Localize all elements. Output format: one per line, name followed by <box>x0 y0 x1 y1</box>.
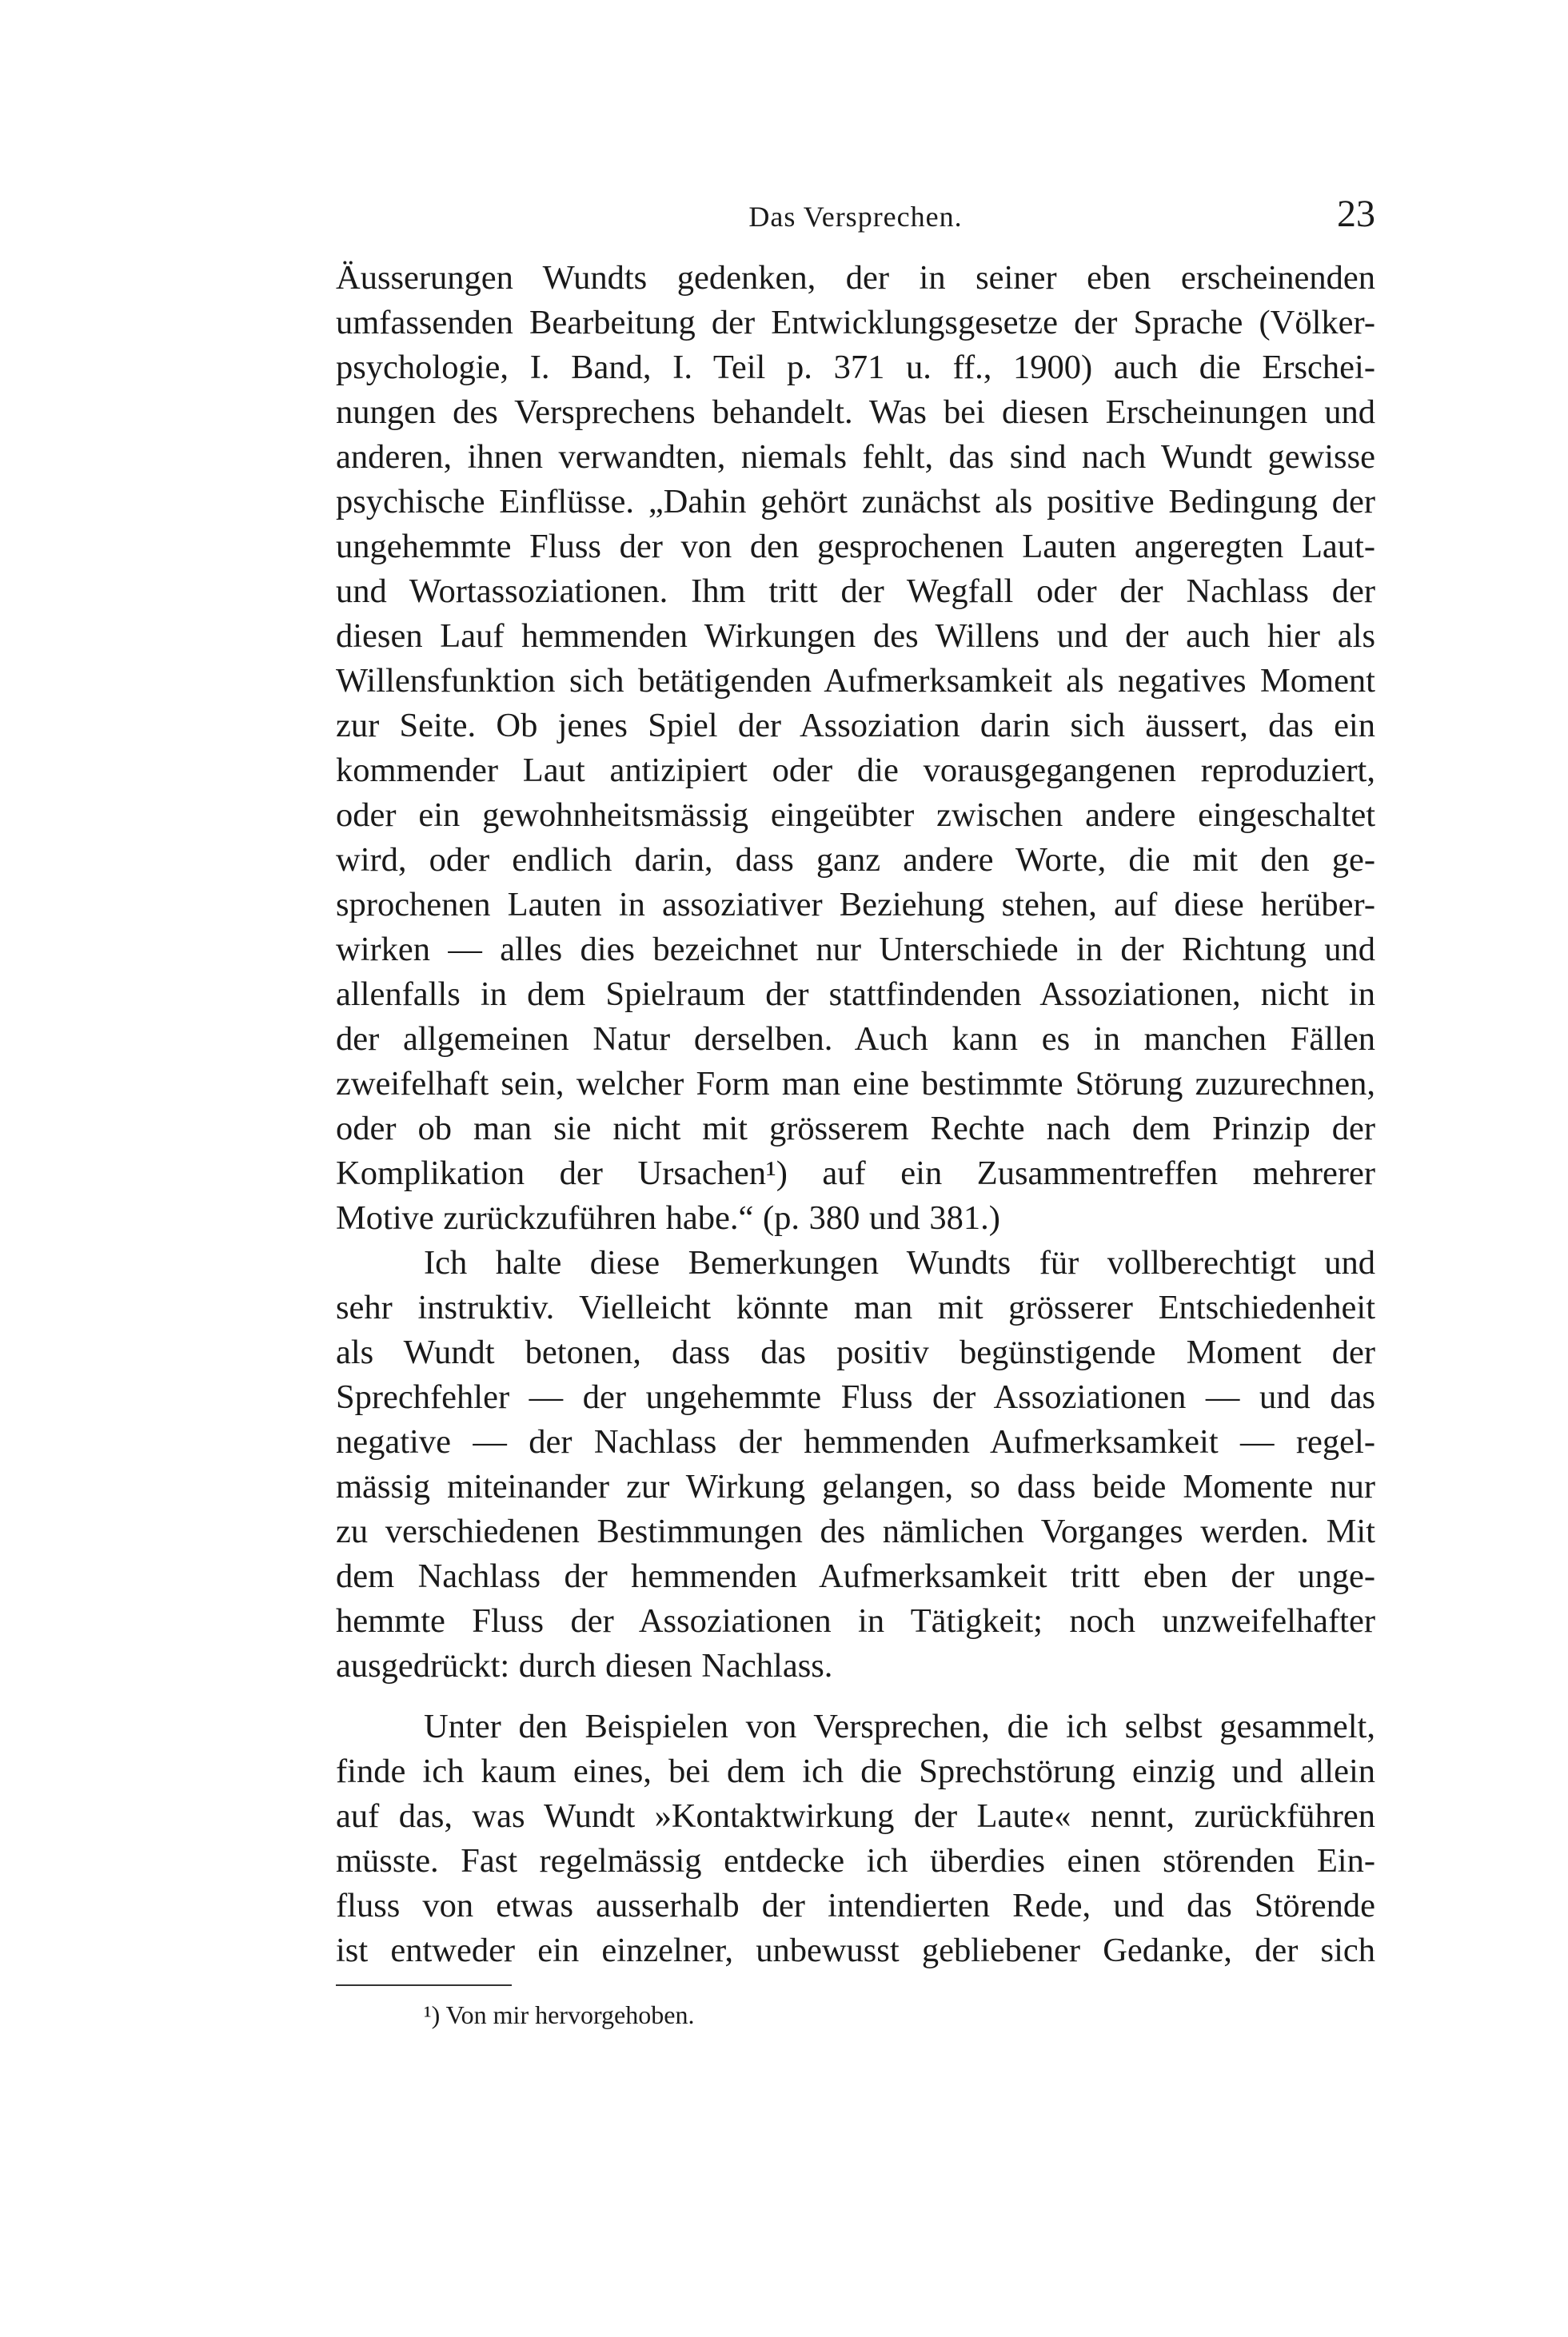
text-line: finde ich kaum eines, bei dem ich die Sprechstörung einzig und allein <box>336 1753 1375 1790</box>
text-line: anderen, ihnen verwandten, niemals fehlt, das sind nach Wundt gewisse <box>336 438 1375 476</box>
text-line: ausgedrückt: durch diesen Nachlass. <box>336 1647 833 1685</box>
text-line: nungen des Versprechens behandelt. Was bei diesen Erscheinungen und <box>336 393 1375 431</box>
text-line: mässig miteinander zur Wirkung gelangen, so dass beide Momente nur <box>336 1468 1375 1505</box>
text-line: wirken — alles dies bezeichnet nur Unterschiede in der Richtung und <box>336 931 1375 968</box>
footnote: ¹) Von mir hervorgehoben. <box>424 2000 695 2029</box>
text-line: umfassenden Bearbeitung der Entwicklungsgesetze der Sprache (Völker- <box>336 304 1375 341</box>
page-number: 23 <box>1337 193 1375 235</box>
text-line: als Wundt betonen, dass das positiv begünstigende Moment der <box>336 1334 1375 1371</box>
book-page <box>336 192 1375 2032</box>
text-line: Äusserungen Wundts gedenken, der in seiner eben erscheinenden <box>336 259 1375 297</box>
text-line: psychologie, I. Band, I. Teil p. 371 u. ff., 1900) auch die Erschei- <box>336 349 1375 386</box>
text-line: auf das, was Wundt »Kontaktwirkung der Laute« nennt, zurückführen <box>336 1797 1375 1835</box>
text-line: oder ob man sie nicht mit grösserem Rechte nach dem Prinzip der <box>336 1110 1375 1147</box>
text-line: zweifelhaft sein, welcher Form man eine bestimmte Störung zuzurechnen, <box>336 1065 1375 1103</box>
text-line: negative — der Nachlass der hemmenden Aufmerksamkeit — regel- <box>336 1423 1375 1461</box>
text-line: müsste. Fast regelmässig entdecke ich überdies einen störenden Ein- <box>336 1842 1375 1880</box>
text-line: und Wortassoziationen. Ihm tritt der Wegfall oder der Nachlass der <box>336 572 1375 610</box>
text-line: der allgemeinen Natur derselben. Auch kann es in manchen Fällen <box>336 1020 1375 1058</box>
text-line: sehr instruktiv. Vielleicht könnte man mit grösserer Entschiedenheit <box>336 1289 1375 1326</box>
text-line: Unter den Beispielen von Versprechen, die ich selbst gesammelt, <box>424 1708 1375 1745</box>
running-head <box>336 192 1375 256</box>
text-line: allenfalls in dem Spielraum der stattfindenden Assoziationen, nicht in <box>336 975 1375 1013</box>
text-line: zur Seite. Ob jenes Spiel der Assoziation darin sich äussert, das ein <box>336 707 1375 744</box>
paragraph-gap <box>336 1689 1375 1705</box>
paragraph-1 <box>336 256 1375 1241</box>
text-line: Ich halte diese Bemerkungen Wundts für vollberechtigt und <box>424 1244 1375 1282</box>
text-line: kommender Laut antizipiert oder die vorausgegangenen reproduziert, <box>336 752 1375 789</box>
text-line: oder ein gewohnheitsmässig eingeübter zwischen andere eingeschaltet <box>336 796 1375 834</box>
paragraph-2 <box>336 1241 1375 1689</box>
text-line: sprochenen Lauten in assoziativer Beziehung stehen, auf diese herüber- <box>336 886 1375 923</box>
text-line: ungehemmte Fluss der von den gesprochenen Lauten angeregten Laut- <box>336 528 1375 565</box>
text-line: dem Nachlass der hemmenden Aufmerksamkeit tritt eben der unge- <box>336 1557 1375 1595</box>
text-line: Willensfunktion sich betätigenden Aufmerksamkeit als negatives Moment <box>336 662 1375 700</box>
footnote-rule <box>336 1984 512 1986</box>
text-line: Motive zurückzuführen habe.“ (p. 380 und 381.) <box>336 1199 1000 1237</box>
text-line: Komplikation der Ursachen¹) auf ein Zusammentreffen mehrerer <box>336 1155 1375 1192</box>
text-line: wird, oder endlich darin, dass ganz andere Worte, die mit den ge- <box>336 841 1375 879</box>
running-title: Das Versprechen. <box>748 201 963 233</box>
text-line: ist entweder ein einzelner, unbewusst gebliebener Gedanke, der sich <box>336 1932 1375 1969</box>
text-line: zu verschiedenen Bestimmungen des nämlichen Vorganges werden. Mit <box>336 1513 1375 1550</box>
body-text <box>336 256 1375 1973</box>
paragraph-3 <box>336 1705 1375 1973</box>
text-line: Sprechfehler — der ungehemmte Fluss der Assoziationen — und das <box>336 1378 1375 1416</box>
text-line: psychische Einflüsse. „Dahin gehört zunächst als positive Bedingung der <box>336 483 1375 520</box>
text-line: fluss von etwas ausserhalb der intendierten Rede, und das Störende <box>336 1887 1375 1924</box>
text-line: hemmte Fluss der Assoziationen in Tätigkeit; noch unzweifelhafter <box>336 1602 1375 1640</box>
text-line: diesen Lauf hemmenden Wirkungen des Willens und der auch hier als <box>336 617 1375 655</box>
